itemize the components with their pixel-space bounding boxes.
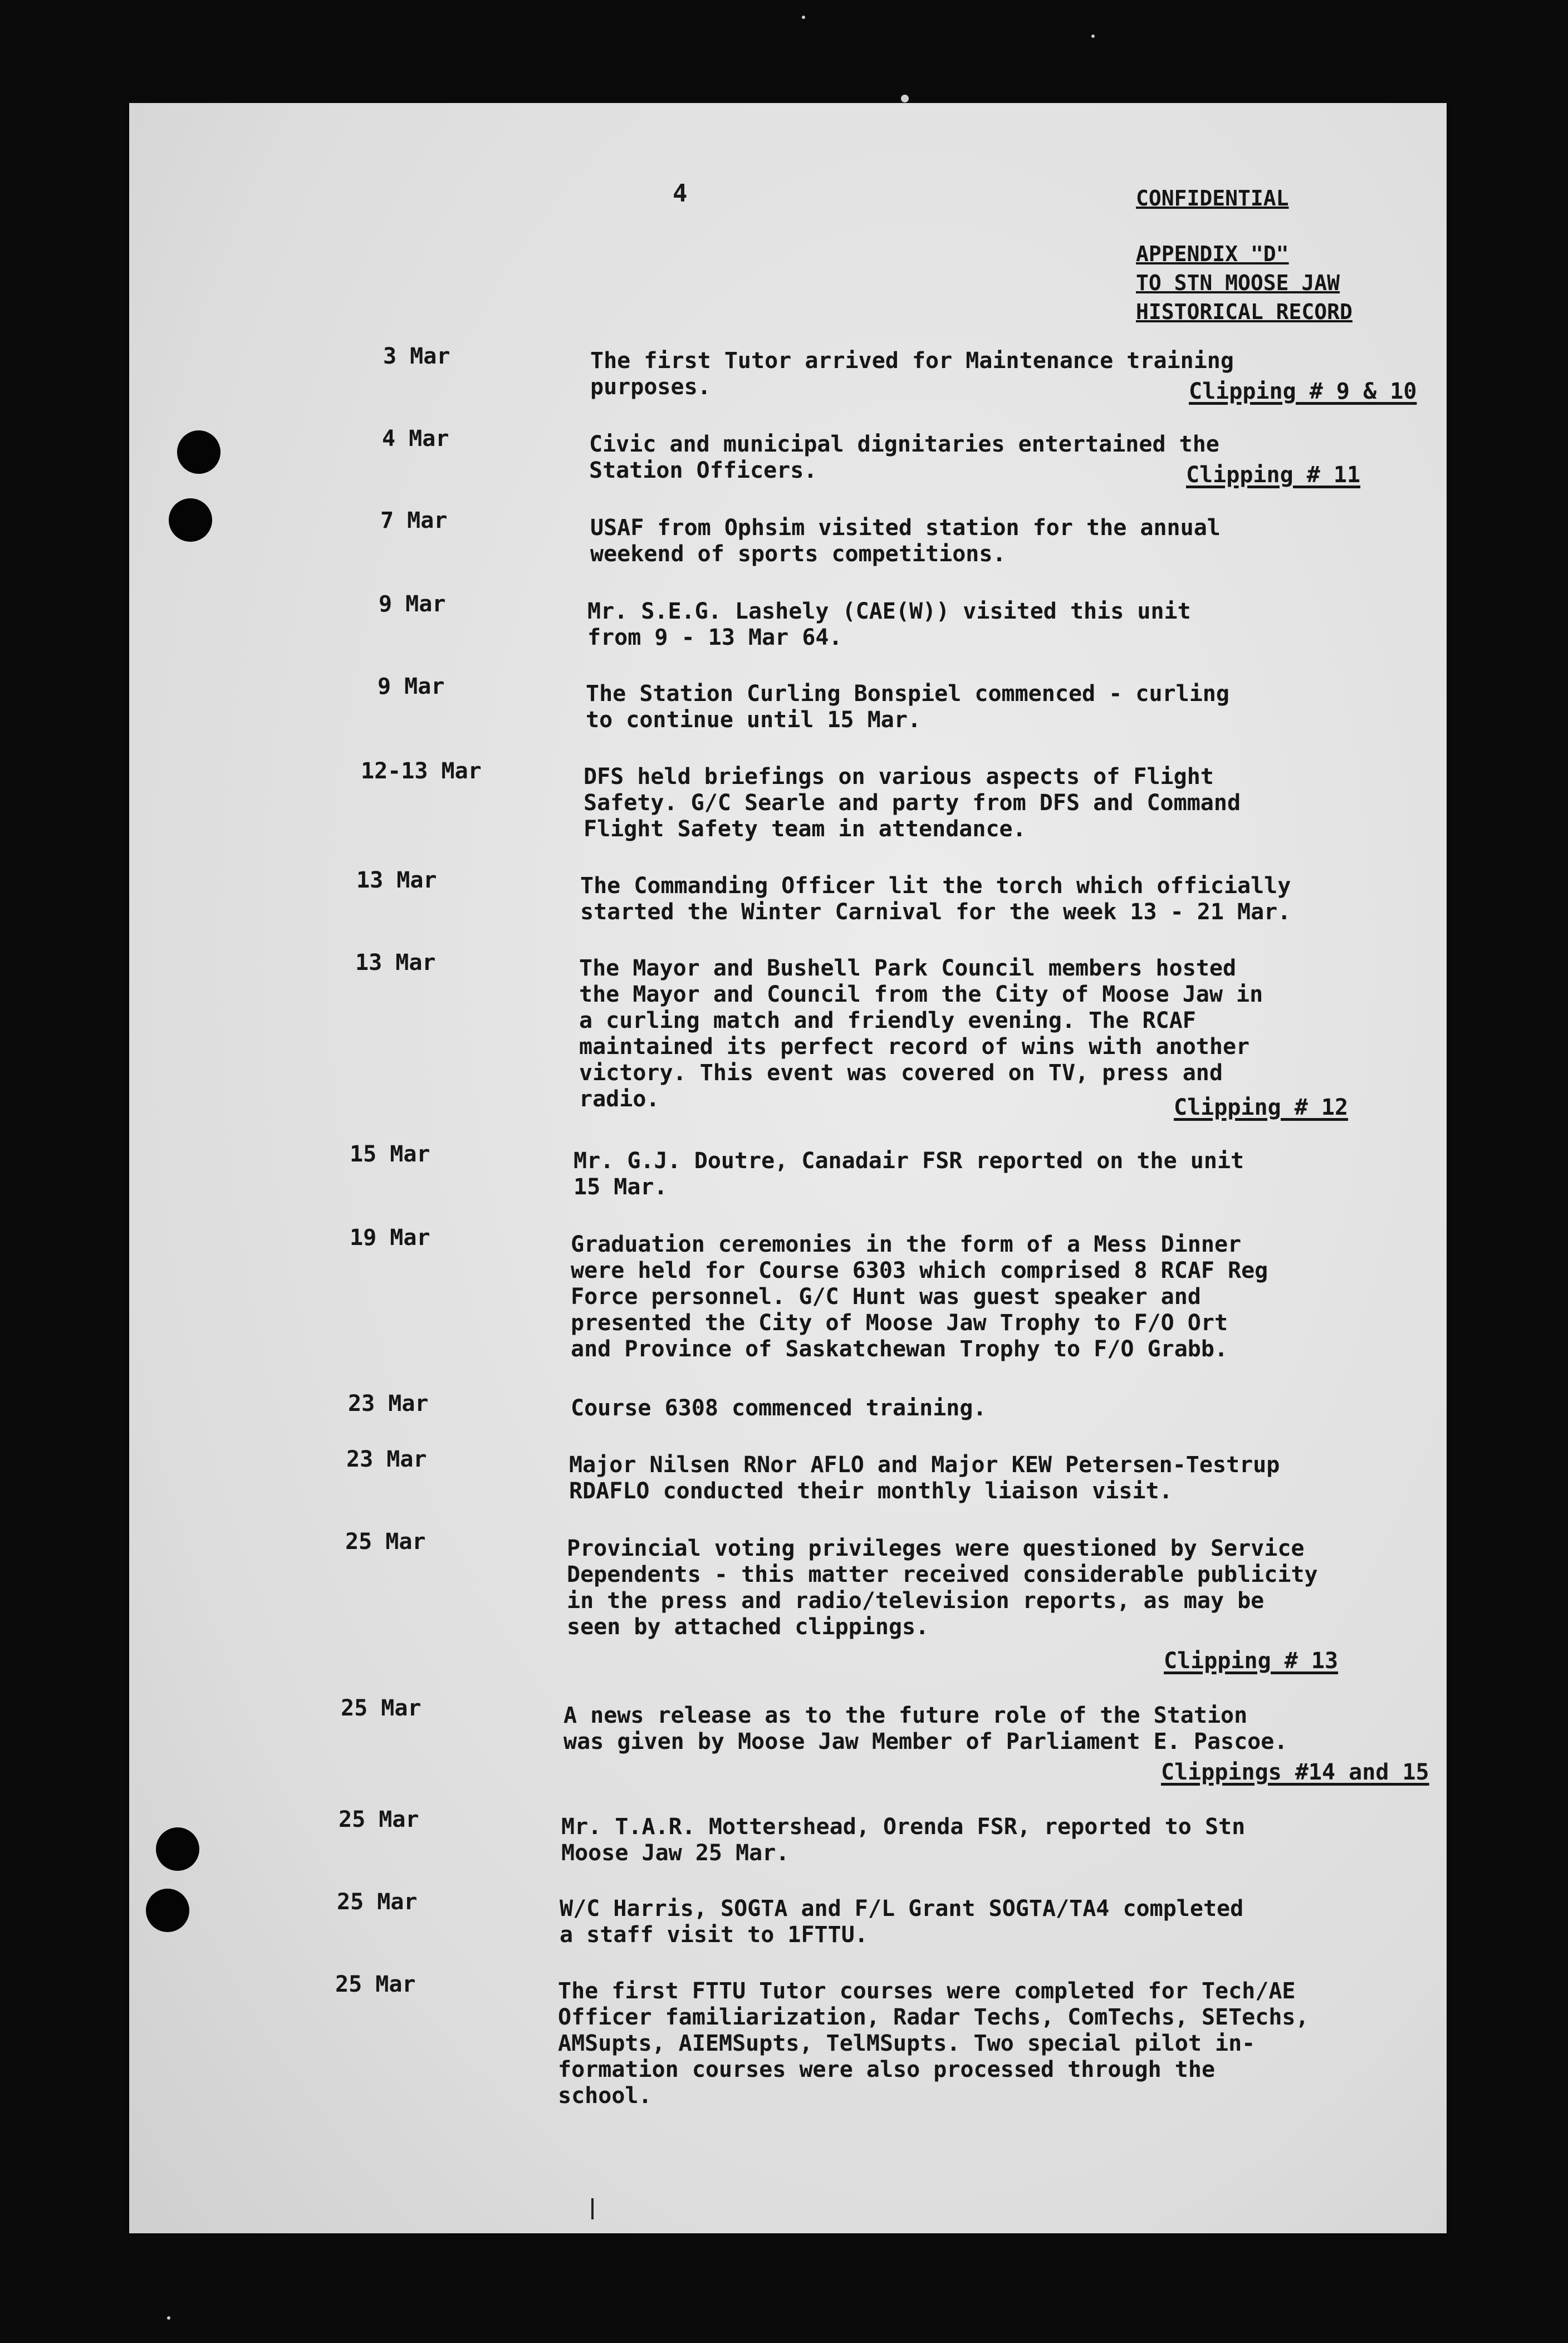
pencil-mark [591, 2198, 594, 2219]
clipping-ref: Clippings #14 and 15 [1161, 1759, 1429, 1785]
entry-date: 25 Mar [345, 1529, 426, 1555]
entry-text: The Station Curling Bonspiel commenced - curling to continue until 15 Mar. [586, 681, 1229, 733]
dust-speck [167, 2316, 170, 2320]
clipping-ref: Clipping # 9 & 10 [1189, 379, 1417, 404]
entry-date: 25 Mar [339, 1807, 419, 1832]
dust-speck [1091, 35, 1095, 38]
entry-text: Provincial voting privileges were questioned by Service Dependents - this matter received considerable publicity in the press and radio/television reports, as may be seen by attached clippings. [567, 1536, 1318, 1640]
entry-date: 9 Mar [378, 674, 445, 699]
entry-date: 7 Mar [380, 508, 448, 533]
entry-text: Graduation ceremonies in the form of a Mess Dinner were held for Course 6303 which comprised 8 RCAF Reg Force personnel. G/C Hunt was guest speaker and presented the City of Moose Jaw Trophy to F/O Ort and Province of Saskatchewan Trophy to F/O Grabb. [571, 1232, 1268, 1362]
entry-date: 19 Mar [350, 1225, 430, 1251]
station-label: TO STN MOOSE JAW [1136, 271, 1340, 295]
entry-text: A news release as to the future role of the Station was given by Moose Jaw Member of Parliament E. Pascoe. [564, 1703, 1288, 1754]
entry-date: 3 Mar [383, 344, 450, 369]
entry-text: Mr. S.E.G. Lashely (CAE(W)) visited this unit from 9 - 13 Mar 64. [587, 599, 1191, 650]
punch-hole [156, 1827, 199, 1871]
entry-text: USAF from Ophsim visited station for the annual weekend of sports competitions. [590, 515, 1221, 567]
confidential-header [1136, 184, 1353, 326]
entry-text: Mr. T.A.R. Mottershead, Orenda FSR, reported to Stn Moose Jaw 25 Mar. [561, 1814, 1246, 1866]
entry-date: 25 Mar [337, 1889, 418, 1915]
entry-date: 25 Mar [341, 1695, 422, 1721]
entry-text: The Mayor and Bushell Park Council members hosted the Mayor and Council from the City of Moose Jaw in a curling match and friendly evening. The RCAF maintained its perfect record of wins with another victory. This event was covered on TV, press and radio. [579, 955, 1263, 1112]
page-number: 4 [673, 179, 688, 208]
entry-date: 12-13 Mar [361, 758, 482, 784]
punch-hole [177, 430, 220, 474]
clipping-ref: Clipping # 12 [1174, 1095, 1349, 1120]
dust-speck [802, 16, 805, 19]
record-label: HISTORICAL RECORD [1136, 300, 1353, 324]
entry-text: The first FTTU Tutor courses were completed for Tech/AE Officer familiarization, Radar Techs, ComTechs, SETechs, AMSupts, AIEMSupts, TelMSupts. Two special pilot in- formation courses were also processed through the school. [558, 1978, 1309, 2109]
entry-date: 9 Mar [379, 591, 446, 617]
entry-date: 13 Mar [356, 867, 437, 893]
entry-text: Mr. G.J. Doutre, Canadair FSR reported on the unit 15 Mar. [574, 1148, 1244, 1200]
entry-text: The first Tutor arrived for Maintenance training purposes. [590, 348, 1234, 400]
entry-text: Civic and municipal dignitaries entertained the Station Officers. [589, 432, 1219, 483]
entry-date: 4 Mar [382, 426, 449, 452]
entry-date: 23 Mar [348, 1391, 429, 1416]
clipping-ref: Clipping # 13 [1164, 1648, 1339, 1674]
dust-speck [901, 95, 909, 102]
clipping-ref: Clipping # 11 [1186, 462, 1361, 488]
entry-date: 23 Mar [346, 1447, 427, 1472]
entry-date: 25 Mar [335, 1972, 416, 1997]
entry-date: 13 Mar [355, 950, 436, 976]
entry-text: W/C Harris, SOGTA and F/L Grant SOGTA/TA4 completed a staff visit to 1FTTU. [560, 1896, 1244, 1948]
confidential-label: CONFIDENTIAL [1136, 186, 1289, 210]
punch-hole [169, 498, 212, 542]
entry-text: The Commanding Officer lit the torch which officially started the Winter Carnival for the week 13 - 21 Mar. [580, 873, 1291, 925]
entry-text: Major Nilsen RNor AFLO and Major KEW Petersen-Testrup RDAFLO conducted their monthly liaison visit. [569, 1452, 1280, 1504]
entry-date: 15 Mar [350, 1141, 430, 1167]
entry-text: DFS held briefings on various aspects of Flight Safety. G/C Searle and party from DFS and Command Flight Safety team in attendance. [584, 764, 1241, 842]
punch-hole [146, 1889, 189, 1932]
appendix-label: APPENDIX "D" [1136, 242, 1289, 266]
entry-text: Course 6308 commenced training. [571, 1395, 987, 1421]
